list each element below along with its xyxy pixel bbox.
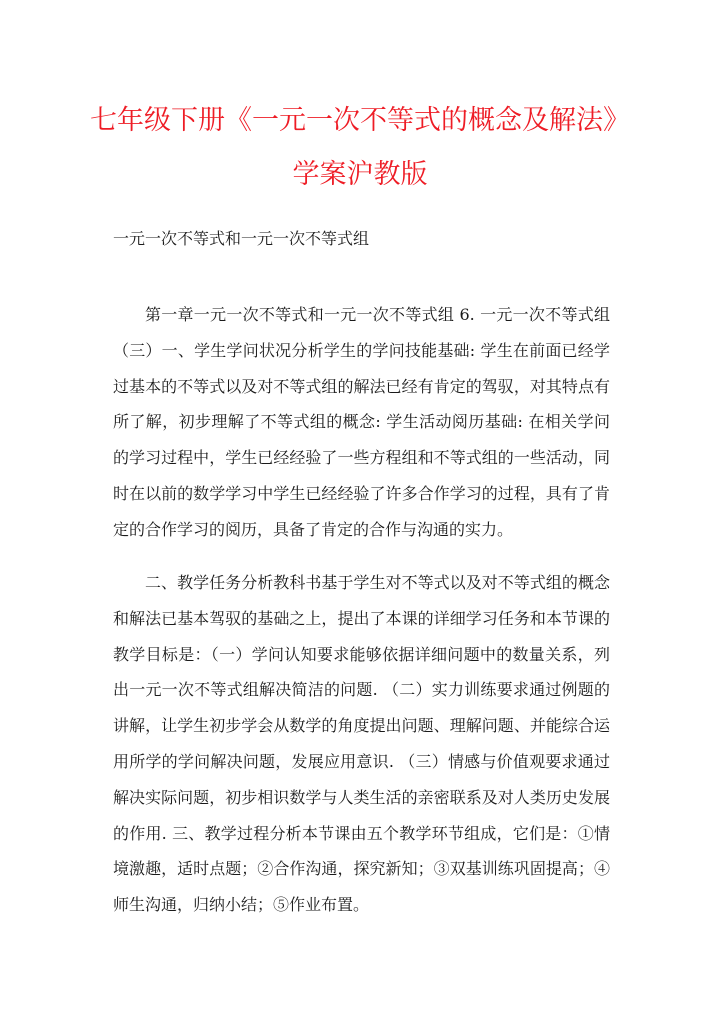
- document-subtitle: 一元一次不等式和一元一次不等式组: [113, 229, 370, 248]
- document-title-line-1: 七年级下册《一元一次不等式的概念及解法》: [90, 105, 630, 136]
- document-title-line-2: 学案沪教版: [292, 159, 428, 190]
- body-paragraph-2: 二、教学任务分析教科书基于学生对不等式以及对不等式组的概念和解法已基本驾驭的基础之上，提出了本课的详细学习任务和本节课的教学目标是：（一）学问认知要求能够依据详细问题中的数量关系，列出一元一次不等式组解决简洁的问题. （二）实力训练要求通过例题的讲解，让学生初步学会从数学的角度提出问题、理解问题、并能综合运用所学的学问解决问题，发展应用意识. （三）情感与价值观要求通过解决实际问题，初步相识数学与人类生活的亲密联系及对人类历史发展的作用. 三、教学过程分析本节课由五个教学环节组成，它们是：①情境激趣，适时点题；②合作沟通，探究新知；③双基训练巩固提高；④师生沟通，归纳小结；⑤作业布置。: [113, 573, 610, 915]
- body-paragraph-1: 第一章一元一次不等式和一元一次不等式组 6. 一元一次不等式组（三）一、学生学问状况分析学生的学问技能基础: 学生在前面已经学过基本的不等式以及对不等式组的解法已经有肯定的驾驭，对其特点有所了解，初步理解了不等式组的概念: 学生活动阅历基础: 在相关学问的学习过程中，学生已经经验了一些方程组和不等式组的一些活动，同时在以前的数学学习中学生已经经验了许多合作学习的过程，具有了肯定的合作学习的阅历，具备了肯定的合作与沟通的实力。: [113, 305, 610, 539]
